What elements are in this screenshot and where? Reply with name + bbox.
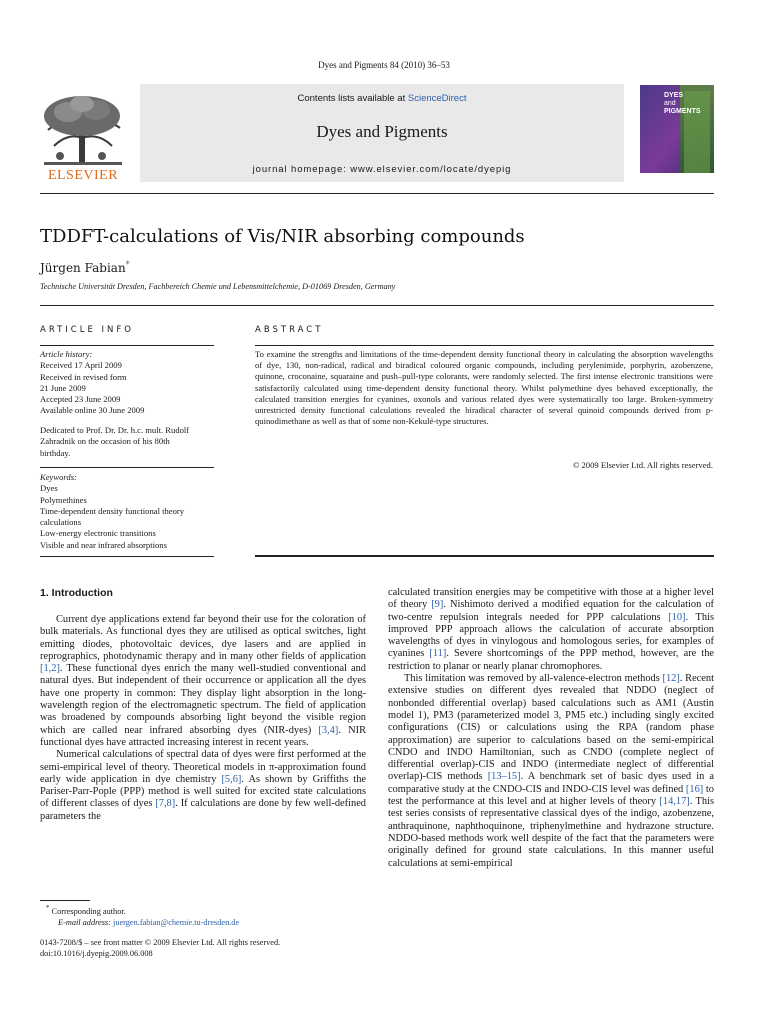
title-divider xyxy=(40,305,714,306)
body-column-left xyxy=(40,614,366,823)
keyword: Dyes xyxy=(40,483,58,494)
paragraph-text: to test the performance at this level and at higher levels of theory xyxy=(388,783,714,808)
dedication-line: birthday. xyxy=(40,447,71,458)
bottom-info xyxy=(40,937,380,959)
keyword: Visible and near infrared absorptions xyxy=(40,539,167,550)
footnote-email-line xyxy=(46,917,376,928)
keywords-label: Keywords: xyxy=(40,472,77,482)
history-item: Received in revised form xyxy=(40,371,127,382)
paragraph-text: calculated transition energies may be competitive with those at a higher level of theory xyxy=(388,587,714,611)
citation-link[interactable]: [11] xyxy=(429,648,447,660)
paragraph-text: Numerical calculations of spectral data of dyes were first performed at the semi-empirical level of theory. Theoretical models in π-approximation found early wide application in dye chemistry xyxy=(40,749,366,785)
contents-line xyxy=(140,93,624,104)
issn-line: 0143-7208/$ – see front matter © 2009 Elsevier Ltd. All rights reserved. xyxy=(40,938,281,947)
abstract-heading: ABSTRACT xyxy=(255,325,324,335)
sciencedirect-link[interactable]: ScienceDirect xyxy=(407,93,467,104)
citation-link[interactable]: [13–15] xyxy=(487,771,521,783)
cover-line-2: and xyxy=(664,100,676,107)
history-item: Accepted 23 June 2009 xyxy=(40,394,121,405)
footnote xyxy=(46,903,376,928)
cover-line-1: DYES xyxy=(664,92,684,99)
author-email-link[interactable]: juergen.fabian@chemie.tu-dresden.de xyxy=(113,917,240,927)
intro-paragraph xyxy=(40,614,366,749)
corresponding-author-mark[interactable]: * xyxy=(125,260,130,269)
footnote-mark: * xyxy=(46,905,50,912)
keyword: calculations xyxy=(40,517,82,528)
citation-link[interactable]: [14,17] xyxy=(659,796,690,808)
citation-link[interactable]: [12] xyxy=(662,673,680,685)
intro-paragraph xyxy=(388,587,714,673)
article-info-heading: ARTICLE INFO xyxy=(40,325,134,335)
abstract-text: To examine the strengths and limitations of the time-dependent density functional theory in calculating the absorption wavelengths of dye, 130, non-radical, radical and biradical coloured organic compounds, including perylenimide, porphyrin, azobenzene, quinone, croconaine, squaraine and push–pull-type colorants, were randomly selected. The first intense electronic transitions were satisfactorily calculated using time-dependent density functional theory. Whilst polymethine dyes behaved exceptionally, the calculated transition energies for cyanines, oxonols and various related dyes were systematically too large. Broken-symmetry unrestricted density functional calculations revealed the biradical character of several quinoid compounds derived from p-quinodimethane as well as that of some non-Kekulé-type structures. xyxy=(255,349,713,427)
paragraph-text: . If calculations are done by few well-defined parameters the xyxy=(40,798,367,822)
citation-link[interactable]: [3,4] xyxy=(318,724,339,736)
history-label: Article history: xyxy=(40,349,93,359)
intro-paragraph xyxy=(388,673,714,870)
header-divider xyxy=(40,193,714,194)
elsevier-logo[interactable] xyxy=(40,92,126,182)
intro-paragraph xyxy=(40,749,366,823)
info-bottom-divider xyxy=(40,556,214,557)
keyword: Time-dependent density functional theory xyxy=(40,505,185,516)
citation-link[interactable]: [5,6] xyxy=(221,773,242,785)
paragraph-text: Current dye applications extend far beyond their use for the coloration of bulk materials. As functional dyes they are utilised as optical switches, light emitting diodes, photovoltaic devices, dye lasers and are applied in reprographics, photodynamic therapy and in many other fields of application xyxy=(40,614,366,662)
author-line xyxy=(40,260,130,275)
citation-link[interactable]: [1,2] xyxy=(40,663,60,675)
history-item: Available online 30 June 2009 xyxy=(40,405,145,416)
citation-link[interactable]: [7,8] xyxy=(155,798,176,810)
email-label: E-mail address: xyxy=(58,917,111,927)
keywords-divider xyxy=(40,467,214,468)
cover-line-3: PIGMENTS xyxy=(664,108,701,115)
journal-cover[interactable] xyxy=(640,85,714,181)
journal-citation: Dyes and Pigments 84 (2010) 36–53 xyxy=(318,60,450,70)
introduction-heading: 1. Introduction xyxy=(40,587,113,599)
paragraph-text: . Severe shortcomings of the PPP method, however, are the restriction to planar or nearly planar chromophores. xyxy=(388,648,715,672)
paragraph-text: . This test series consists of representative classical dyes of the indigo, azobenzene, anthraquinone, naphthoquinone, triphenylmethine and hydrazone structure. NDDO-based methods work well despite of the fact that the parameters were originally defined for ground state calculations. In this manner useful calculations at semi-empirical xyxy=(388,796,715,869)
footnote-author xyxy=(46,903,376,917)
dedication xyxy=(40,425,220,459)
journal-title: Dyes and Pigments xyxy=(316,122,448,141)
author-name[interactable]: Jürgen Fabian xyxy=(40,261,126,275)
elsevier-logo-text: ELSEVIER xyxy=(47,168,119,182)
footnote-divider xyxy=(40,900,90,901)
keyword: Low-energy electronic transitions xyxy=(40,528,156,539)
contents-prefix: Contents lists available at xyxy=(297,93,408,104)
body-column-right xyxy=(388,587,714,870)
paragraph-text: . Nishimoto derived a modified equation for the calculation of two-centre repulsion integrals needed for PPP calculations xyxy=(388,599,714,623)
doi-line[interactable]: doi:10.1016/j.dyepig.2009.06.008 xyxy=(40,949,153,958)
article-info-divider xyxy=(40,345,214,346)
paragraph-text: . A benchmark set of basic dyes used in a comparative study at the CNDO-CIS and INDO-CIS level was defined xyxy=(388,771,715,795)
keywords xyxy=(40,472,220,551)
abstract-copyright: © 2009 Elsevier Ltd. All rights reserved. xyxy=(572,460,713,470)
history-item: 21 June 2009 xyxy=(40,382,86,393)
citation-link[interactable]: [9] xyxy=(431,599,444,611)
dedication-line: Dedicated to Prof. Dr. Dr. h.c. mult. Rudolf xyxy=(40,425,190,435)
abstract-bottom-divider xyxy=(255,555,714,557)
footnote-label: Corresponding author. xyxy=(51,906,126,916)
paragraph-text: . This improved PPP approach allows the calculation of accurate absorption wavelengths of dyes in vinylogous and homologous series, for examples of cyanines xyxy=(388,611,714,660)
author-affiliation: Technische Universität Dresden, Fachbereich Chemie und Lebensmittelchemie, D-01069 Dresden, Germany xyxy=(40,282,396,291)
paragraph-text: . NIR functional dyes have attracted increasing interest in recent years. xyxy=(40,724,366,748)
citation-link[interactable]: [16] xyxy=(685,783,704,795)
article-history xyxy=(40,349,220,417)
paragraph-text: . These functional dyes enrich the many well-studied conventional and natural dyes. But independent of their occurrence or application all the dyes have one property in common: They display light absorption in the long-wavelength region of the electromagnetic spectrum. The field of application was broadened by compounds absorbing light beyond the visible region which are called near infrared absorbing dyes (NIR-dyes) xyxy=(40,663,366,736)
article-title: TDDFT-calculations of Vis/NIR absorbing compounds xyxy=(40,226,525,247)
paragraph-text: . As shown by Griffiths the Pariser-Parr-Pople (PPP) method is well suited for excited state calculations of different classes of dyes xyxy=(40,773,367,810)
dedication-line: Zahradnik on the occasion of his 80th xyxy=(40,436,170,447)
citation-link[interactable]: [10] xyxy=(668,611,686,623)
paragraph-text: . Recent extensive studies on different dyes revealed that NDDO (neglect of nonbonded differential overlap) based calculations such as AM1 (Austin model 1), PM3 (parameterized model 3, PM5 etc.) including singly excited configurations (CIS) or calculations using the RPA (random phase approximation) are superior to calculations based on the semi-empirical CNDO and INDO Hamiltonian, such as CNDO (complete neglect of differential overlap)-CIS and INDO (intermediate neglect of differential overlap)-CIS methods xyxy=(388,673,714,783)
keyword: Polymethines xyxy=(40,494,87,505)
history-item: Received 17 April 2009 xyxy=(40,360,122,371)
abstract-divider xyxy=(255,345,714,346)
journal-homepage[interactable]: journal homepage: www.elsevier.com/locate/dyepig xyxy=(252,164,512,175)
paragraph-text: This limitation was removed by all-valence-electron methods xyxy=(404,673,663,685)
